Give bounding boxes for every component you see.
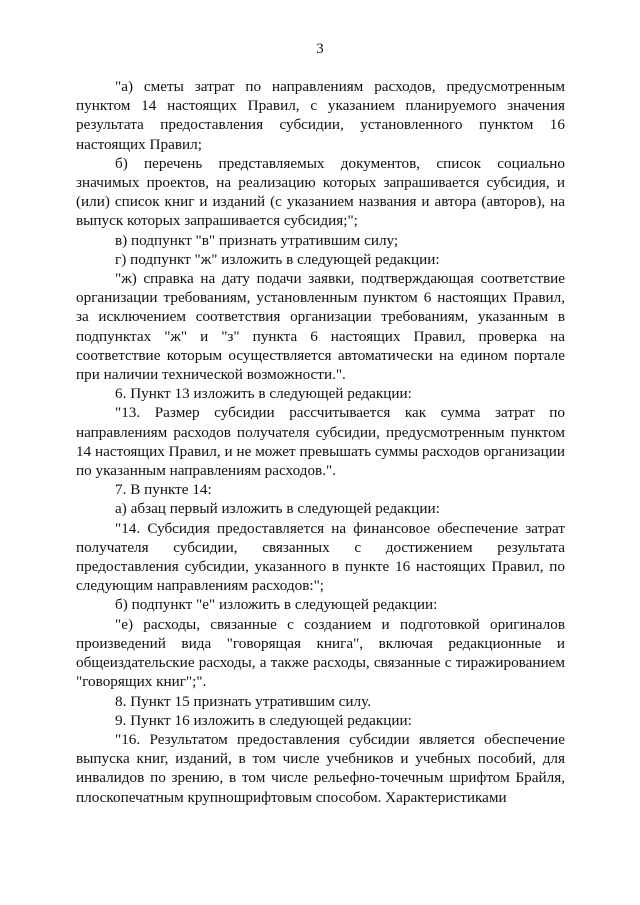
paragraph-point-8: 8. Пункт 15 признать утратившим силу. [115, 692, 371, 710]
paragraph-smety-zatrat: "а) сметы затрат по направлениям расходов, предусмотренным пунктом 14 настоящих Правил, с указанием планируемого значения результата предоставления субсидии, установленного пунктом 16 настоящих Правил; [76, 78, 565, 153]
document-body [76, 77, 565, 807]
paragraph-perechen-dokumentov: б) перечень представляемых документов, список социально значимых проектов, на реализацию которых запрашивается субсидия, и (или) список книг и изданий (с указанием названия и автора (авторов), на выпуск которых запрашивается субсидия;"; [76, 154, 565, 230]
paragraph-abzac-pervyi: а) абзац первый изложить в следующей редакции: [115, 500, 440, 518]
paragraph-subpoint-zh-text: "ж) справка на дату подачи заявки, подтверждающая соответствие организации требованиям, установленным пунктом 6 настоящих Правил, за исключением соответствия организации требованиям, указанным в подпунктах "ж" и "з" пункта 6 настоящих Правил, проверка на соответствие которым осуществляется автоматически на едином портале при наличии технической возможности.". [76, 270, 565, 384]
paragraph-point-14-text: "14. Субсидия предоставляется на финансовое обеспечение затрат получателя субсидии, связанных с достижением результата предоставления субсидии, указанного в пункте 16 настоящих Правил, по следующим направлениям расходов:"; [76, 519, 565, 595]
paragraph-subpoint-zh-intro: г) подпункт "ж" изложить в следующей редакции: [115, 250, 440, 268]
paragraph-point-9: 9. Пункт 16 изложить в следующей редакции: [115, 711, 412, 729]
paragraph-subpoint-v-repeal: в) подпункт "в" признать утратившим силу; [115, 231, 399, 249]
page-number: 3 [316, 41, 324, 57]
paragraph-point-7: 7. В пункте 14: [115, 481, 212, 499]
paragraph-point-16-text: "16. Результатом предоставления субсидии является обеспечение выпуска книг, изданий, в том числе учебников и учебных пособий, для инвалидов по зрению, в том числе рельефно-точечным шрифтом Брайля, плоскопечатным крупношрифтовым способом. Характеристиками [76, 730, 565, 806]
paragraph-subpoint-e-intro: б) подпункт "е" изложить в следующей редакции: [115, 596, 438, 614]
paragraph-point-6: 6. Пункт 13 изложить в следующей редакции: [115, 385, 412, 403]
paragraph-subpoint-e-text: "е) расходы, связанные с созданием и подготовкой оригиналов произведений вида "говорящая книга", включая редакционные и общеиздательские расходы, а также расходы, связанные с тиражированием "говорящих книг";". [76, 615, 565, 691]
paragraph-point-13-text: "13. Размер субсидии рассчитывается как сумма затрат по направлениям расходов получателя субсидии, предусмотренным пунктом 14 настоящих Правил, и не может превышать суммы расходов организации по указанным направлениям расходов.". [76, 404, 565, 480]
